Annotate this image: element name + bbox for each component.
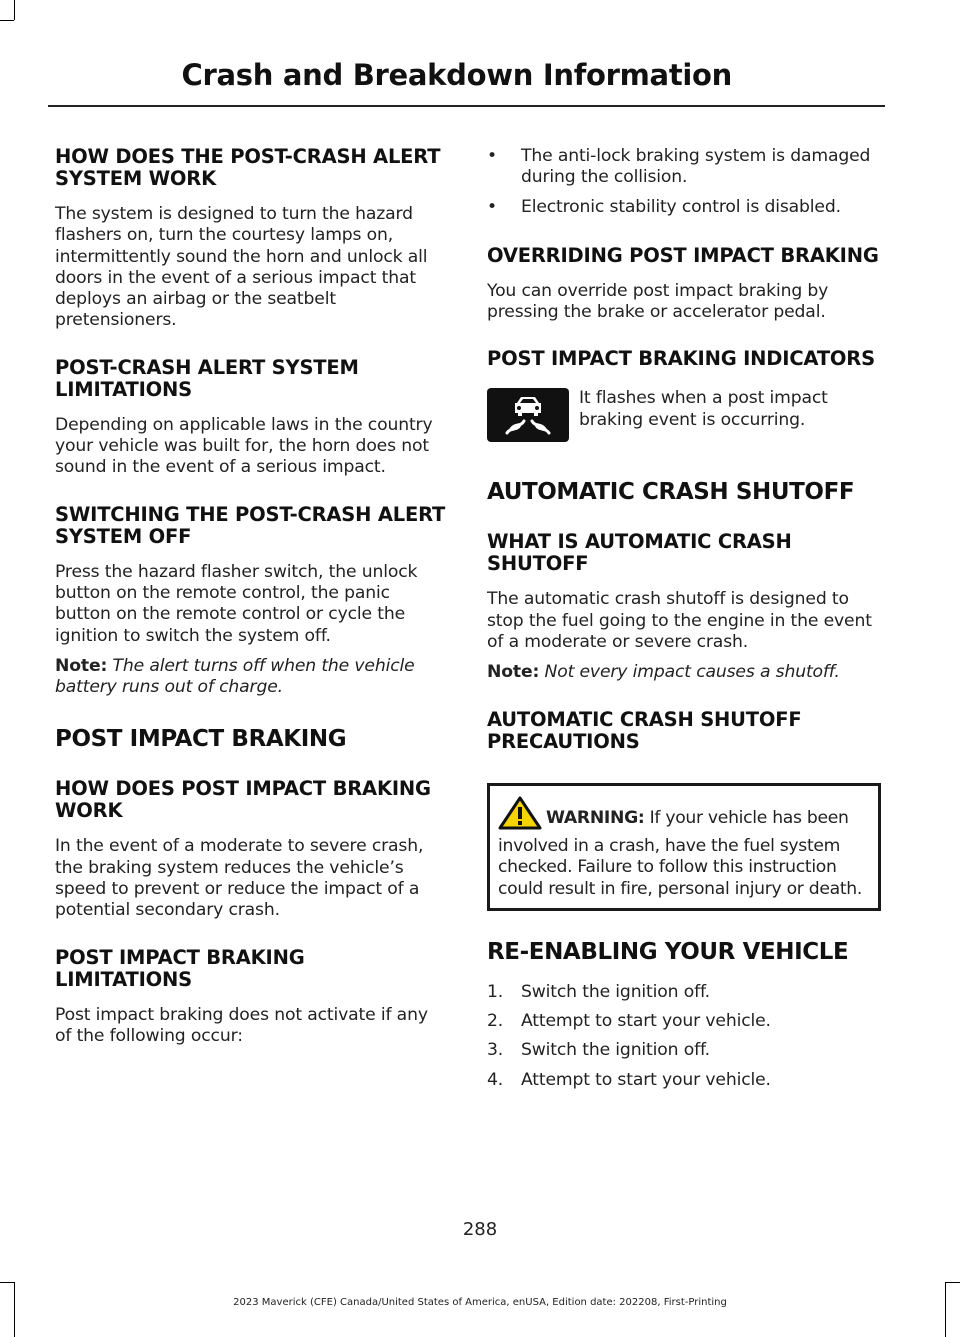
crop-mark bbox=[0, 20, 14, 21]
chapter-heading: POST IMPACT BRAKING bbox=[55, 726, 347, 753]
list-item bbox=[487, 197, 879, 218]
list-item bbox=[487, 1070, 879, 1091]
chapter-heading: AUTOMATIC CRASH SHUTOFF bbox=[487, 479, 855, 506]
step-number: 3. bbox=[487, 1040, 504, 1061]
step-number: 1. bbox=[487, 981, 504, 1002]
section-heading: AUTOMATIC CRASH SHUTOFF PRECAUTIONS bbox=[487, 707, 802, 753]
crop-mark bbox=[14, 0, 15, 20]
note-label: Note: bbox=[487, 662, 540, 683]
section-body: Depending on applicable laws in the country your vehicle was built for, the horn does not sound in the event of a serious impact. bbox=[55, 414, 433, 478]
left-column bbox=[55, 146, 447, 1047]
section-body: The system is designed to turn the hazard flashers on, turn the courtesy lamps on, intermittently sound the horn and unlock all doors in the event of a serious impact that deploys an airbag or the seatbelt pretensioners. bbox=[55, 204, 428, 331]
bullet-marker: • bbox=[487, 146, 497, 166]
warning-paragraph bbox=[498, 796, 870, 900]
list-item-text: Electronic stability control is disabled. bbox=[521, 196, 841, 217]
list-item bbox=[487, 982, 879, 1003]
section-heading: POST IMPACT BRAKING INDICATORS bbox=[487, 347, 875, 371]
step-text: Switch the ignition off. bbox=[521, 1040, 710, 1061]
section-heading: HOW DOES THE POST-CRASH ALERT SYSTEM WORK bbox=[55, 145, 441, 190]
edition-footer: 2023 Maverick (CFE) Canada/United States of America, enUSA, Edition date: 202208, First-Printing bbox=[233, 1297, 727, 1308]
list-item bbox=[487, 1040, 879, 1061]
step-number: 2. bbox=[487, 1011, 504, 1032]
crop-mark bbox=[14, 1282, 15, 1337]
chapter-heading: RE-ENABLING YOUR VEHICLE bbox=[487, 938, 849, 965]
warning-text: If your vehicle has been involved in a crash, have the fuel system checked. Failure to follow this instruction could result in fire, personal injury or death. bbox=[498, 807, 863, 899]
section-body: Press the hazard flasher switch, the unlock button on the remote control, the panic button on the remote control or cycle the ignition to switch the system off. bbox=[55, 561, 418, 646]
indicator-description: It flashes when a post impact braking event is occurring. bbox=[579, 388, 828, 430]
section-body: Post impact braking does not activate if any of the following occur: bbox=[55, 1004, 428, 1046]
title-rule bbox=[48, 105, 885, 107]
warning-label: WARNING: bbox=[546, 807, 645, 828]
section-heading: SWITCHING THE POST-CRASH ALERT SYSTEM OFF bbox=[55, 502, 446, 548]
note-text: Not every impact causes a shutoff. bbox=[544, 662, 840, 683]
crop-mark bbox=[946, 1282, 960, 1283]
list-item-text: The anti-lock braking system is damaged during the collision. bbox=[521, 146, 871, 188]
indicator-row bbox=[487, 388, 879, 442]
warning-box bbox=[487, 783, 881, 911]
note bbox=[55, 656, 447, 699]
step-text: Attempt to start your vehicle. bbox=[521, 1011, 771, 1032]
list-item bbox=[487, 146, 879, 189]
bullet-marker: • bbox=[487, 196, 497, 217]
section-heading: WHAT IS AUTOMATIC CRASH SHUTOFF bbox=[487, 530, 792, 576]
steps-list bbox=[487, 982, 879, 1091]
note bbox=[487, 662, 879, 683]
section-heading: OVERRIDING POST IMPACT BRAKING bbox=[487, 243, 879, 267]
warning-triangle-icon bbox=[498, 796, 542, 836]
note-label: Note: bbox=[55, 655, 108, 676]
section-body: The automatic crash shutoff is designed to stop the fuel going to the engine in the event of a moderate or severe crash. bbox=[487, 589, 872, 653]
page-title: Crash and Breakdown Information bbox=[181, 58, 732, 92]
page-number: 288 bbox=[462, 1219, 498, 1240]
section-heading: POST IMPACT BRAKING LIMITATIONS bbox=[55, 945, 305, 991]
note-text: The alert turns off when the vehicle battery runs out of charge. bbox=[55, 655, 415, 698]
step-number: 4. bbox=[487, 1069, 504, 1090]
section-heading: HOW DOES POST IMPACT BRAKING WORK bbox=[55, 777, 431, 823]
crop-mark bbox=[945, 1282, 946, 1337]
right-column bbox=[487, 146, 879, 1091]
list-item bbox=[487, 1011, 879, 1032]
section-body: You can override post impact braking by pressing the brake or accelerator pedal. bbox=[487, 280, 829, 323]
post-impact-braking-indicator-icon bbox=[487, 388, 569, 442]
section-body: In the event of a moderate to severe crash, the braking system reduces the vehicle’s speed to prevent or reduce the impact of a potential secondary crash. bbox=[55, 836, 424, 921]
step-text: Switch the ignition off. bbox=[521, 981, 710, 1002]
crop-mark bbox=[0, 1282, 14, 1283]
section-heading: POST-CRASH ALERT SYSTEM LIMITATIONS bbox=[55, 355, 359, 401]
bullet-list bbox=[487, 146, 879, 218]
step-text: Attempt to start your vehicle. bbox=[521, 1069, 771, 1090]
